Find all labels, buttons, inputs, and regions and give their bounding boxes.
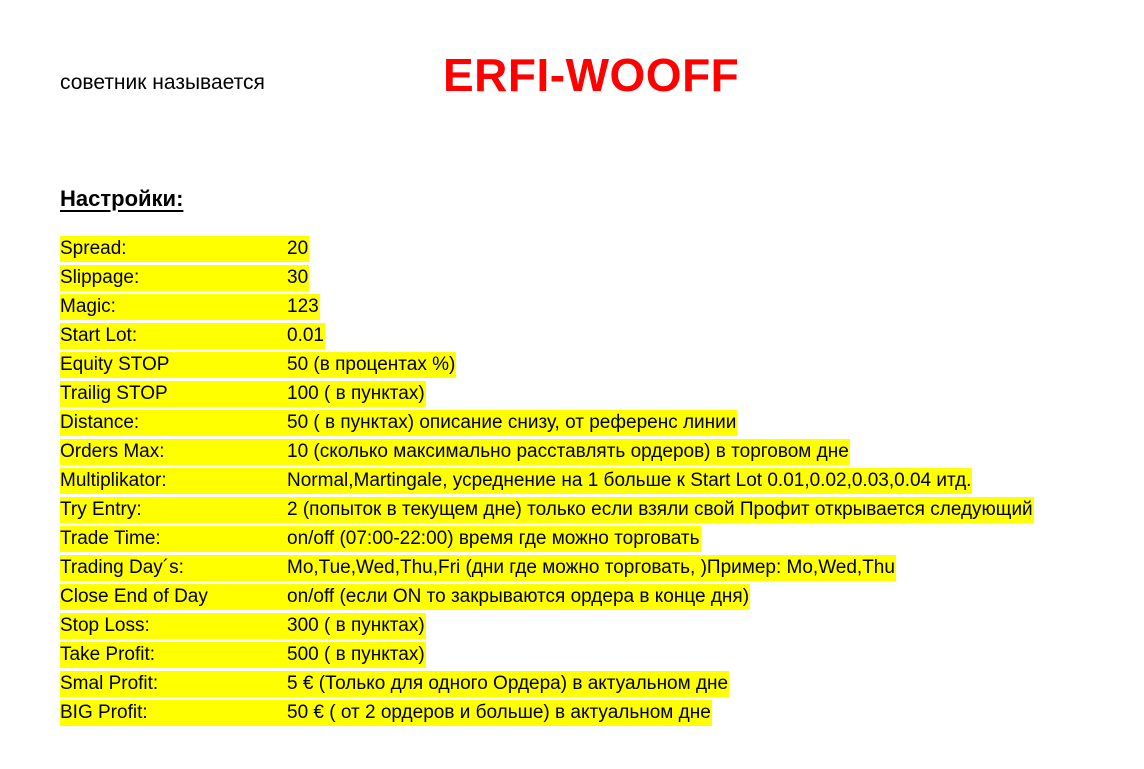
setting-label: Orders Max:	[60, 439, 287, 465]
settings-row	[60, 697, 1034, 726]
setting-label: Distance:	[60, 410, 287, 436]
setting-value: 100 ( в пунктах)	[287, 381, 426, 407]
settings-heading: Настройки:	[60, 186, 184, 211]
setting-value: 50 € ( от 2 ордеров и больше) в актуальном дне	[287, 700, 712, 726]
settings-row	[60, 552, 1034, 581]
setting-label: Trading Day´s:	[60, 555, 287, 581]
setting-label: Slippage:	[60, 265, 287, 291]
setting-label: Start Lot:	[60, 323, 287, 349]
setting-label: Smal Profit:	[60, 671, 287, 697]
setting-label: Trade Time:	[60, 526, 287, 552]
setting-value: Mo,Tue,Wed,Thu,Fri (дни где можно торговать, )Пример: Mo,Wed,Thu	[287, 555, 896, 581]
setting-label: Close End of Day	[60, 584, 287, 610]
settings-row	[60, 320, 1034, 349]
settings-row	[60, 407, 1034, 436]
setting-value: 0.01	[287, 323, 325, 349]
setting-label: Trailig STOP	[60, 381, 287, 407]
setting-value: on/off (если ON то закрываются ордера в конце дня)	[287, 584, 750, 610]
setting-value: 20	[287, 236, 309, 262]
setting-label: Magic:	[60, 294, 287, 320]
settings-row	[60, 639, 1034, 668]
setting-value: 500 ( в пунктах)	[287, 642, 426, 668]
setting-value: 5 € (Только для одного Ордера) в актуальном дне	[287, 671, 729, 697]
settings-row	[60, 465, 1034, 494]
setting-value: 50 (в процентах %)	[287, 352, 456, 378]
settings-list	[60, 233, 1034, 726]
setting-label: Equity STOP	[60, 352, 287, 378]
settings-row	[60, 436, 1034, 465]
settings-row	[60, 523, 1034, 552]
settings-row	[60, 581, 1034, 610]
settings-row	[60, 668, 1034, 697]
intro-text: советник называется	[60, 71, 265, 94]
setting-label: Take Profit:	[60, 642, 287, 668]
settings-row	[60, 610, 1034, 639]
setting-label: BIG Profit:	[60, 700, 287, 726]
settings-row	[60, 378, 1034, 407]
setting-value: 50 ( в пунктах) описание снизу, от референс линии	[287, 410, 737, 436]
settings-row	[60, 233, 1034, 262]
settings-row	[60, 291, 1034, 320]
setting-value: 30	[287, 265, 309, 291]
setting-value: Normal,Martingale, усреднение на 1 больше к Start Lot 0.01,0.02,0.03,0.04 итд.	[287, 468, 972, 494]
setting-label: Try Entry:	[60, 497, 287, 523]
setting-value: 10 (сколько максимально расставлять ордеров) в торговом дне	[287, 439, 850, 465]
setting-label: Stop Loss:	[60, 613, 287, 639]
settings-row	[60, 494, 1034, 523]
settings-row	[60, 349, 1034, 378]
setting-value: on/off (07:00-22:00) время где можно торговать	[287, 526, 701, 552]
setting-value: 2 (попыток в текущем дне) только если взяли свой Профит открывается следующий	[287, 497, 1034, 523]
advisor-title: ERFI-WOOFF	[443, 49, 740, 101]
setting-value: 300 ( в пунктах)	[287, 613, 426, 639]
settings-row	[60, 262, 1034, 291]
setting-value: 123	[287, 294, 320, 320]
setting-label: Multiplikator:	[60, 468, 287, 494]
setting-label: Spread:	[60, 236, 287, 262]
